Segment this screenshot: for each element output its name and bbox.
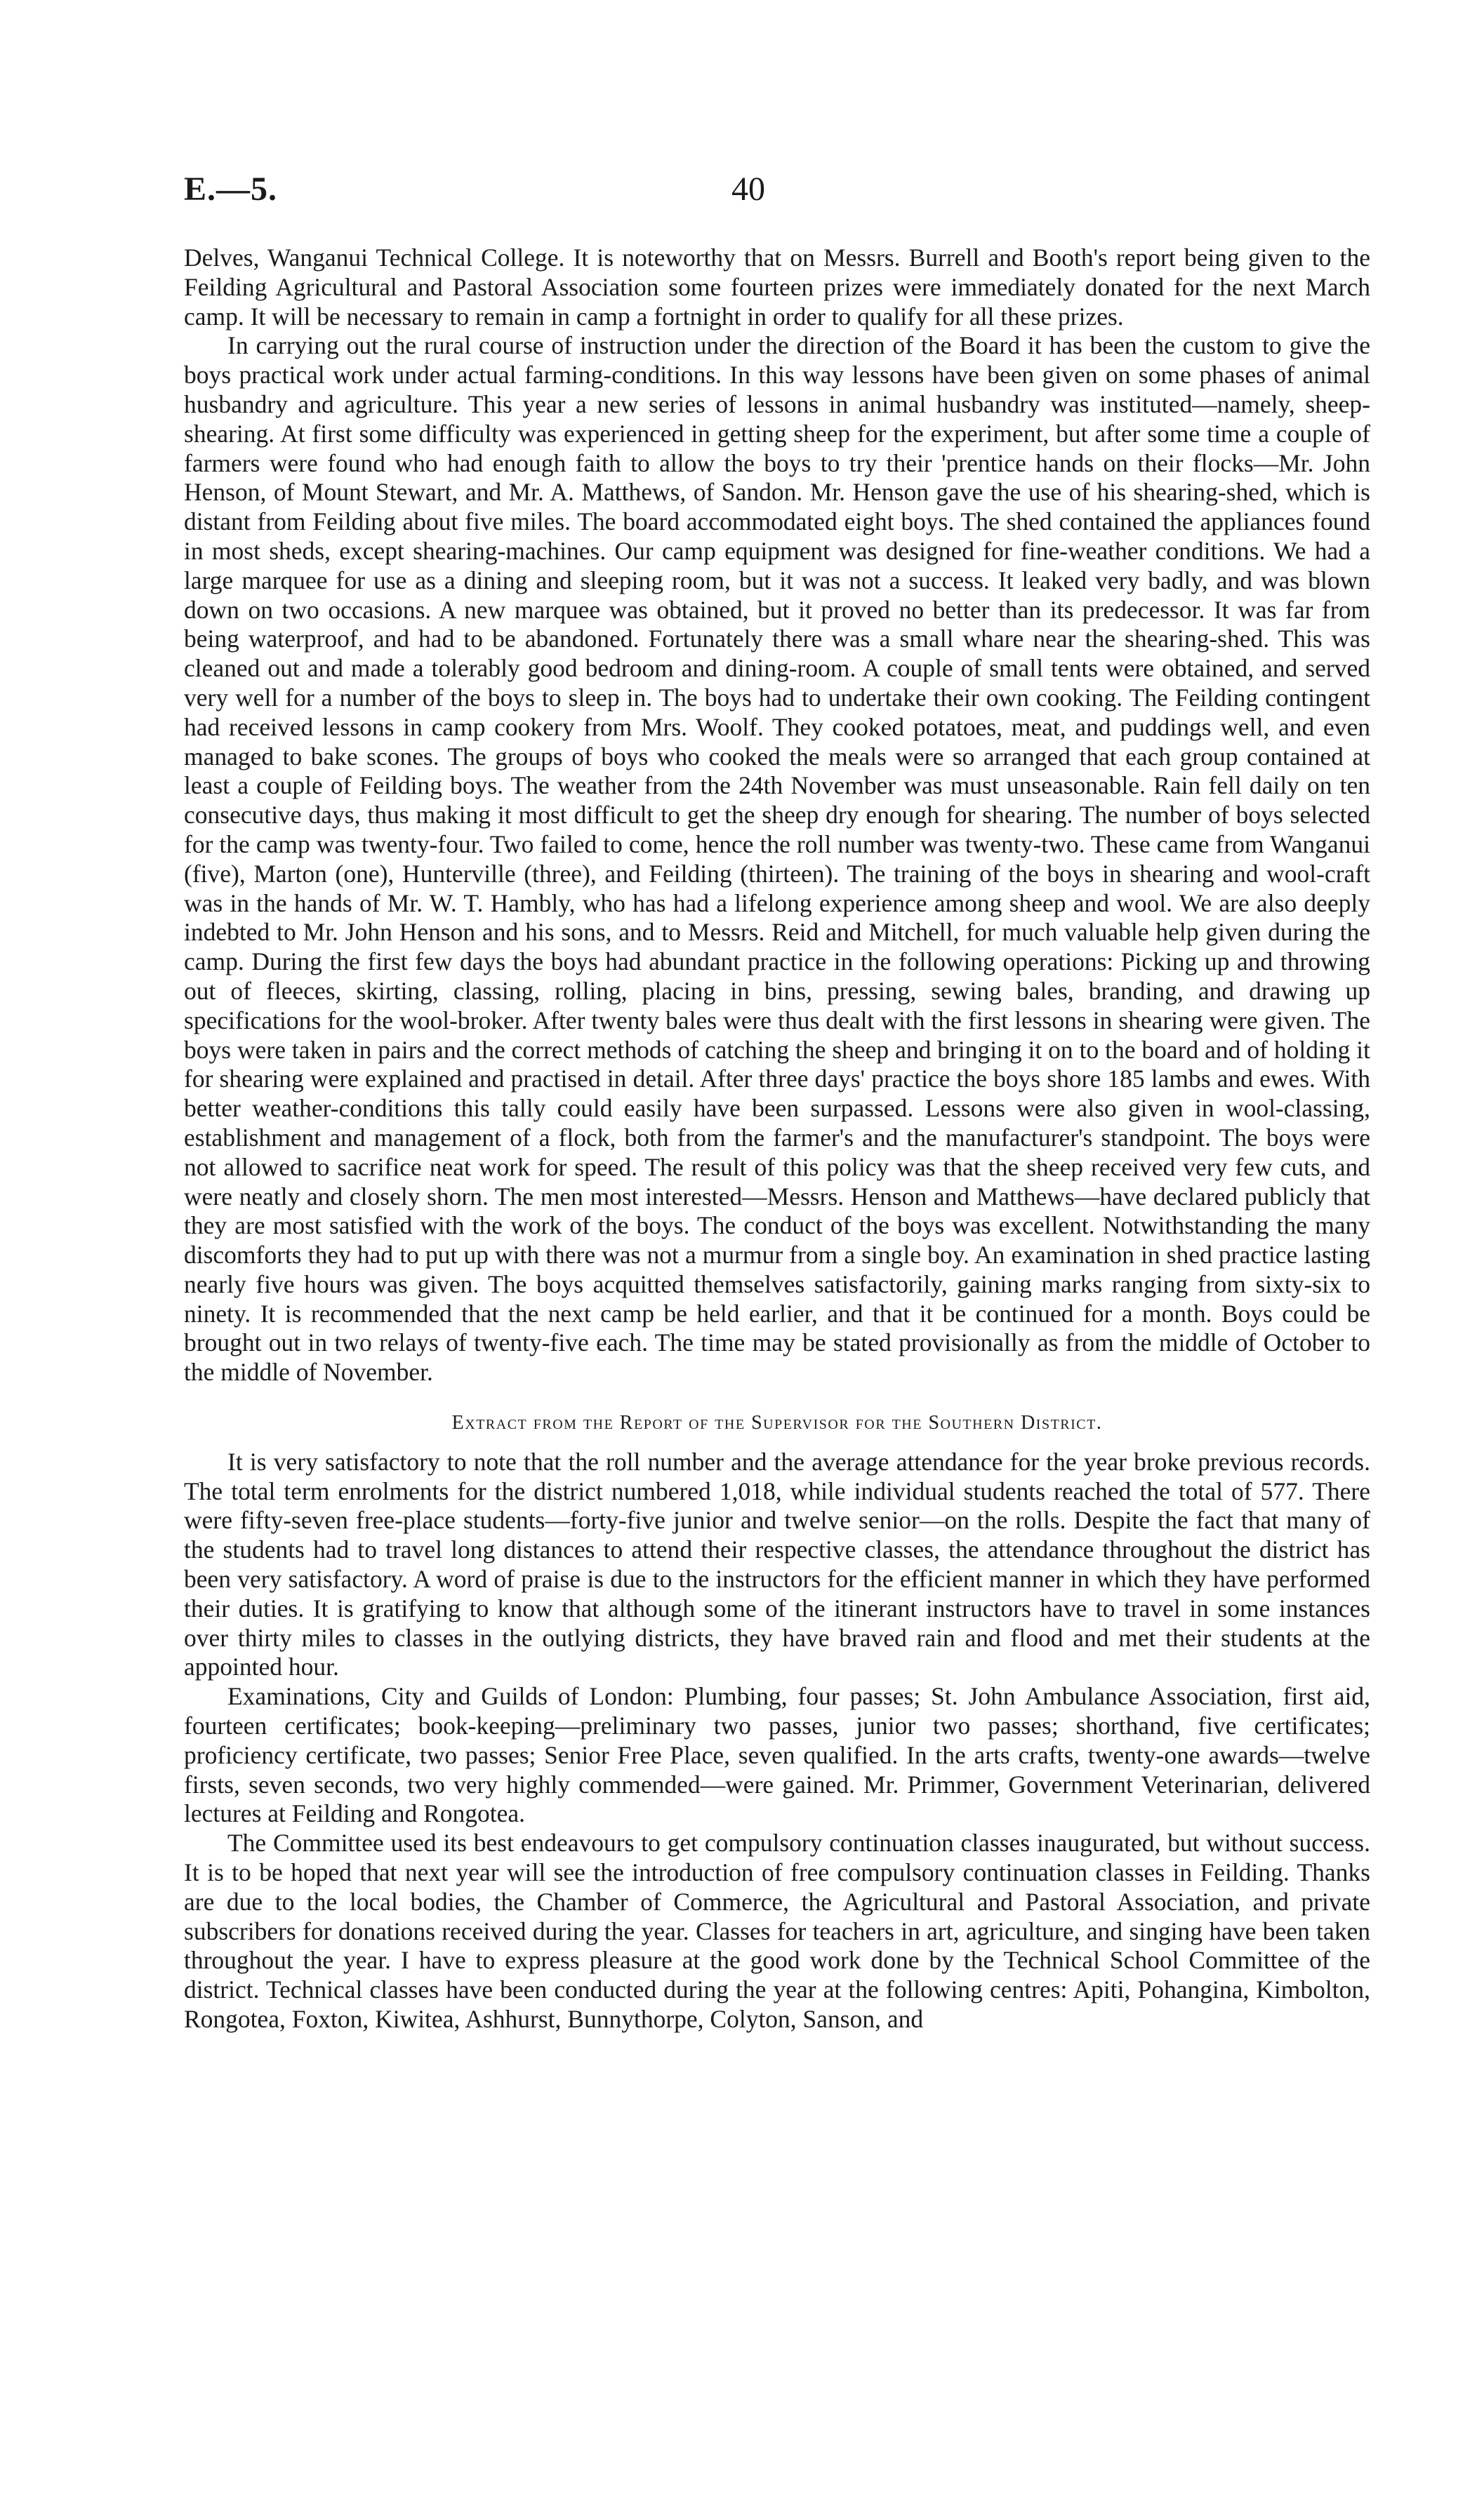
paragraph-continued: Delves, Wanganui Technical College. It is noteworthy that on Messrs. Burrell and Booth's report being given to the Feilding Agricultural and Pastoral Association some fourteen prizes were immediately donated for the next March camp. It will be necessary to remain in camp a fortnight in order to qualify for all these prizes. xyxy=(184,244,1370,331)
paragraph-rural-course: In carrying out the rural course of instruction under the direction of the Board it has been the custom to give the boys practical work under actual farming-conditions. In this way lessons have been given on some phases of animal husbandry and agriculture. This year a new series of lessons in animal husbandry was instituted—namely, sheep-shearing. At first some difficulty was experienced in getting sheep for the experiment, but after some time a couple of farmers were found who had enough faith to allow the boys to try their 'prentice hands on their flocks—Mr. John Henson, of Mount Stewart, and Mr. A. Matthews, of Sandon. Mr. Henson gave the use of his shearing-shed, which is distant from Feilding about five miles. The board accommodated eight boys. The shed contained the appliances found in most sheds, except shearing-machines. Our camp equipment was designed for fine-weather conditions. We had a large marquee for use as a dining and sleeping room, but it was not a success. It leaked very badly, and was blown down on two occasions. A new marquee was obtained, but it proved no better than its predecessor. It was far from being waterproof, and had to be abandoned. Fortunately there was a small whare near the shearing-shed. This was cleaned out and made a tolerably good bedroom and dining-room. A couple of small tents were obtained, and served very well for a number of the boys to sleep in. The boys had to undertake their own cooking. The Feilding contingent had received lessons in camp cookery from Mrs. Woolf. They cooked potatoes, meat, and puddings well, and even managed to bake scones. The groups of boys who cooked the meals were so arranged that each group contained at least a couple of Feilding boys. The weather from the 24th November was must unseasonable. Rain fell daily on ten consecutive days, thus making it most difficult to get the sheep dry enough for shearing. The number of boys selected for the camp was twenty-four. Two failed to come, hence the roll number was twenty-two. These came from Wanganui (five), Marton (one), Hunterville (three), and Feilding (thirteen). The training of the boys in shearing and wool-craft was in the hands of Mr. W. T. Hambly, who has had a lifelong experience among sheep and wool. We are also deeply indebted to Mr. John Henson and his sons, and to Messrs. Reid and Mitchell, for much valuable help given during the camp. During the first few days the boys had abundant practice in the following operations: Picking up and throwing out of fleeces, skirting, classing, rolling, placing in bins, pressing, sewing bales, branding, and drawing up specifications for the wool-broker. After twenty bales were thus dealt with the first lessons in shearing were given. The boys were taken in pairs and the correct methods of catching the sheep and bringing it on to the board and of holding it for shearing were explained and practised in detail. After three days' practice the boys shore 185 lambs and ewes. With better weather-conditions this tally could easily have been surpassed. Lessons were also given in wool-classing, establishment and management of a flock, both from the farmer's and the manufacturer's standpoint. The boys were not allowed to sacrifice neat work for speed. The result of this policy was that the sheep received very few cuts, and were neatly and closely shorn. The men most interested—Messrs. Henson and Matthews—have declared publicly that they are most satisfied with the work of the boys. The conduct of the boys was excellent. Notwithstanding the many discomforts they had to put up with there was not a murmur from a single boy. An examination in shed practice lasting nearly five hours was given. The boys acquitted themselves satisfactorily, gaining marks ranging from sixty-six to ninety. It is recommended that the next camp be held earlier, and that it be continued for a month. Boys could be brought out in two relays of twenty-five each. The time may be stated provisionally as from the middle of October to the middle of November. xyxy=(184,331,1370,1387)
paragraph-attendance: It is very satisfactory to note that the roll number and the average attendance for the year broke previous records. The total term enrolments for the district numbered 1,018, while individual students reached the total of 577. There were fifty-seven free-place students—forty-five junior and twelve senior—on the rolls. Despite the fact that many of the students had to travel long distances to attend their respective classes, the attendance throughout the district has been very satisfactory. A word of praise is due to the instructors for the efficient manner in which they have performed their duties. It is gratifying to know that although some of the itinerant instructors have to travel in some instances over thirty miles to classes in the outlying districts, they have braved rain and flood and met their students at the appointed hour. xyxy=(184,1447,1370,1681)
page-header xyxy=(184,170,1370,219)
paragraph-committee: The Committee used its best endeavours to get compulsory continuation classes inaugurated, but without success. It is to be hoped that next year will see the introduction of free compulsory continuation classes in Feilding. Thanks are due to the local bodies, the Chamber of Commerce, the Agricultural and Pastoral Association, and private subscribers for donations received during the year. Classes for teachers in art, agriculture, and singing have been taken throughout the year. I have to express pleasure at the good work done by the Technical School Committee of the district. Technical classes have been conducted during the year at the following centres: Apiti, Pohangina, Kimbolton, Rongotea, Foxton, Kiwitea, Ashhurst, Bunnythorpe, Colyton, Sanson, and xyxy=(184,1829,1370,2034)
section-heading: Extract from the Report of the Supervisor for the Southern District. xyxy=(451,1412,1103,1434)
document-reference: E.—5. xyxy=(184,171,278,208)
paragraph-examinations: Examinations, City and Guilds of London: Plumbing, four passes; St. John Ambulance Association, first aid, fourteen certificates; book-keeping—preliminary two passes, junior two passes; shorthand, five certificates; proficiency certificate, two passes; Senior Free Place, seven qualified. In the arts crafts, twenty-one awards—twelve firsts, seven seconds, two very highly commended—were gained. Mr. Primmer, Government Veterinarian, delivered lectures at Feilding and Rongotea. xyxy=(184,1682,1370,1828)
document-body xyxy=(184,244,1370,2034)
page-number: 40 xyxy=(731,171,765,208)
